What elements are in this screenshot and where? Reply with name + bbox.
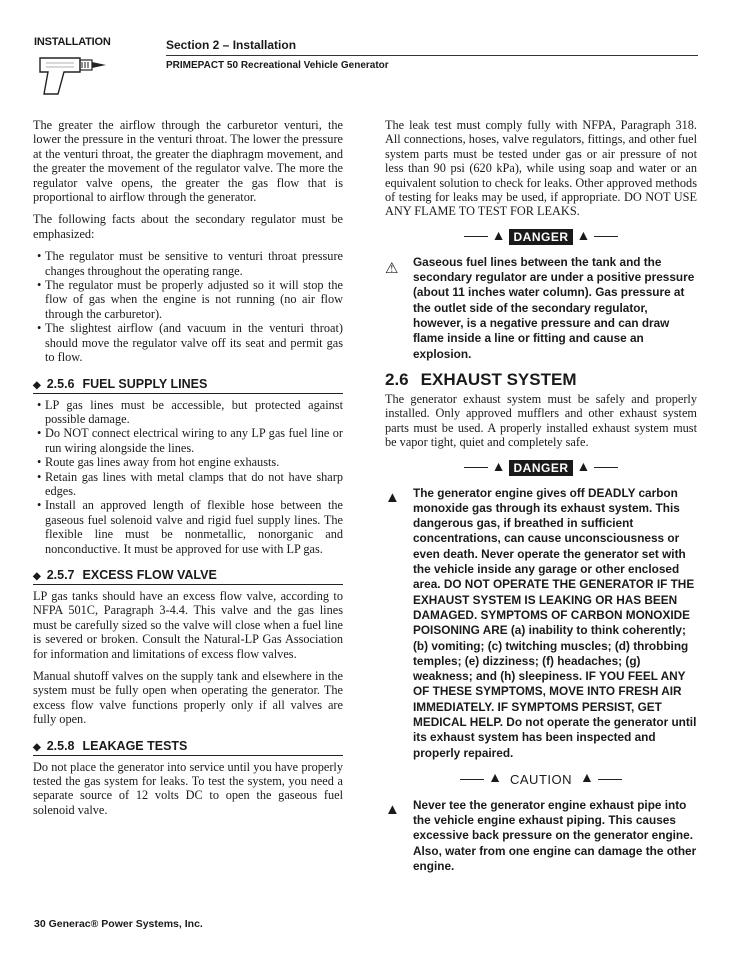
caution-message: ▲ Never tee the generator engine exhaust pipe into the vehicle engine exhaust piping. This causes excessive back pressure on the generator engine. Also, water from one engine can damage the other engine. bbox=[385, 797, 697, 874]
heading-2-6: 2.6 EXHAUST SYSTEM bbox=[385, 369, 577, 389]
warning-triangle-icon: ▲ bbox=[491, 228, 506, 244]
list-item: • LP gas lines must be accessible, but protected against possible damage. bbox=[33, 398, 343, 427]
warning-triangle-icon: ▲ bbox=[491, 459, 506, 475]
danger-label: DANGER bbox=[509, 460, 572, 476]
list-item: • Do NOT connect electrical wiring to any LP gas fuel line or run wiring alongside the lines. bbox=[33, 426, 343, 455]
list-item: • Install an approved length of flexible hose between the gaseous fuel solenoid valve and rigid fuel supply lines. The flexible line must be nonmetallic, nonorganic and nonconductive. It must be approved for use with LP gas. bbox=[33, 498, 343, 556]
header-left bbox=[34, 36, 144, 96]
page-footer: 30 Generac® Power Systems, Inc. bbox=[34, 918, 203, 930]
page-header bbox=[166, 38, 698, 71]
paragraph: Manual shutoff valves on the supply tank and elsewhere in the system must be fully open when operating the generator. The excess flow valve functions properly only if all valves are fully open. bbox=[33, 669, 343, 727]
heading-2-5-8: ◆ 2.5.8 LEAKAGE TESTS bbox=[33, 739, 343, 756]
list-item: • The slightest airflow (and vacuum in the venturi throat) should move the regulator valve off its seat and permit gas to flow. bbox=[33, 321, 343, 364]
warning-triangle-icon: ⚠ bbox=[385, 260, 399, 277]
list-item: • The regulator must be sensitive to venturi throat pressure changes throughout the operating range. bbox=[33, 249, 343, 278]
danger-message: ▲ The generator engine gives off DEADLY carbon monoxide gas through its exhaust system. This dangerous gas, if breathed in sufficient concentrations, can cause unconsciousness or even death. Never operate the generator set with the vehicle inside any garage or other enclosed area. DO NOT OPERATE THE GENERATOR IF THE EXHAUST SYSTEM IS LEAKING OR HAS BEEN DAMAGED. SYMPTOMS OF CARBON MONOXIDE POISONING ARE (a) inability to think coherently; (b) vomiting; (c) twitching muscles; (d) throbbing temples; (e) dizziness; (f) headaches; (g) weakness; and (h) sleepiness. IF YOU FEEL ANY OF THESE SYMPTOMS, MOVE INTO FRESH AIR IMMEDIATELY. IF SYMPTOMS PERSIST, GET MEDICAL HELP. Do not operate the generator until its exhaust system has been inspected and properly repaired. bbox=[385, 485, 697, 760]
bullet-list bbox=[33, 398, 343, 556]
warning-triangle-icon: ▲ bbox=[385, 801, 400, 818]
warning-triangle-icon: ▲ bbox=[576, 228, 591, 244]
document-subtitle: PRIMEPACT 50 Recreational Vehicle Generator bbox=[166, 60, 389, 71]
drill-icon bbox=[36, 50, 116, 96]
heading-2-5-6: ◆ 2.5.6 FUEL SUPPLY LINES bbox=[33, 377, 343, 394]
danger-banner bbox=[385, 460, 697, 476]
list-item: • Retain gas lines with metal clamps that do not have sharp edges. bbox=[33, 470, 343, 499]
header-rule bbox=[166, 55, 698, 56]
heading-2-5-7: ◆ 2.5.7 EXCESS FLOW VALVE bbox=[33, 568, 343, 585]
list-item: • Route gas lines away from hot engine exhausts. bbox=[33, 455, 343, 469]
caution-label: CAUTION bbox=[510, 771, 572, 787]
bullet-list bbox=[33, 249, 343, 364]
warning-triangle-icon: ▲ bbox=[385, 489, 400, 506]
section-title: Section 2 – Installation bbox=[166, 38, 297, 52]
diamond-icon: ◆ bbox=[33, 741, 41, 753]
paragraph: The generator exhaust system must be safely and properly installed. Only approved mufflers and other exhaust system parts must be used. A properly installed exhaust system must be vapor tight, quiet and completely safe. bbox=[385, 391, 697, 450]
diamond-icon: ◆ bbox=[33, 379, 41, 391]
danger-label: DANGER bbox=[509, 229, 572, 245]
list-item: • The regulator must be properly adjusted so it will stop the flow of gas when the engine is not running (no air flow through the carburetor). bbox=[33, 278, 343, 321]
section-label: INSTALLATION bbox=[34, 36, 111, 48]
paragraph: The following facts about the secondary regulator must be emphasized: bbox=[33, 212, 343, 241]
diamond-icon: ◆ bbox=[33, 570, 41, 582]
left-column bbox=[33, 118, 343, 825]
warning-triangle-icon: ▲ bbox=[580, 771, 594, 787]
paragraph: The greater the airflow through the carburetor venturi, the lower the pressure in the venturi throat. The lower the pressure at the venturi throat, the greater the diaphragm movement, and the greater the movement of the regulator valve. The more the regulator valve opens, the greater the gas flow that is proportional to airflow through the generator. bbox=[33, 118, 343, 205]
right-column bbox=[385, 118, 697, 882]
paragraph: LP gas tanks should have an excess flow valve, according to NFPA 501C, Paragraph 3-4.4. This valve and the gas lines must be carefully sized so the valve will close when a fuel line is severed or broken. Consult the Natural-LP Gas Association for information and limitations of excess flow valves. bbox=[33, 588, 343, 661]
warning-triangle-icon: ▲ bbox=[576, 459, 591, 475]
danger-banner bbox=[385, 229, 697, 245]
paragraph: Do not place the generator into service until you have properly tested the gas system for leaks. To test the system, you need a separate source of 12 volts DC to open the gaseous fuel solenoid valve. bbox=[33, 759, 343, 817]
caution-banner bbox=[385, 771, 697, 788]
paragraph: The leak test must comply fully with NFPA, Paragraph 318. All connections, hoses, valve regulators, fittings, and other fuel system parts must be tested under gas or air pressure of not less than 90 psi (620 kPa), while using soap and water or an equivalent solution to check for leaks. Other approved methods of testing for leaks may be used, if appropriate. DO NOT USE ANY FLAME TO TEST FOR LEAKS. bbox=[385, 118, 697, 219]
danger-message: ⚠ Gaseous fuel lines between the tank and the secondary regulator are under a positive pressure (about 11 inches water column). Gas pressure at the outlet side of the secondary regulator, however, is a negative pressure and can draw flame inside a line or fitting and cause an explosion. bbox=[385, 254, 695, 361]
warning-triangle-icon: ▲ bbox=[488, 771, 502, 787]
